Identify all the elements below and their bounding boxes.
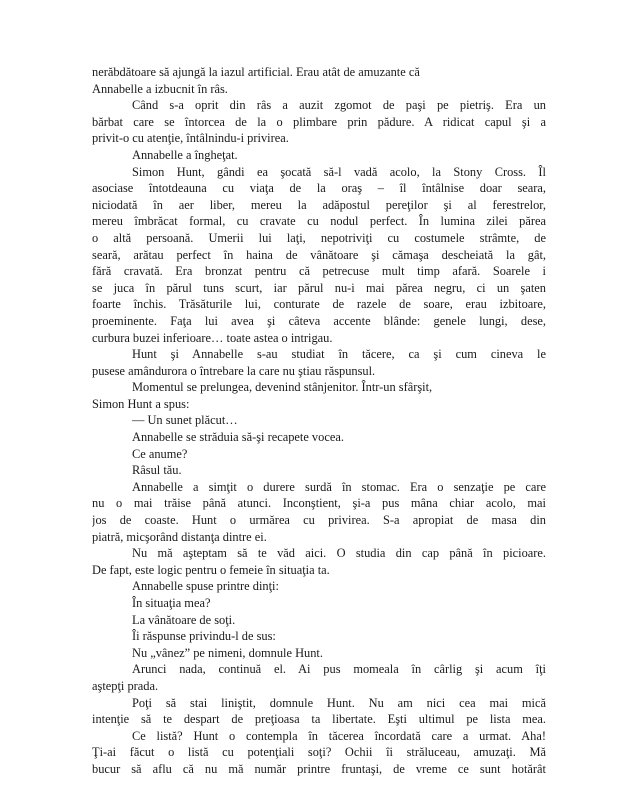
text-line: privit-o cu atenţie, întâlnindu-i privirea.: [92, 131, 289, 146]
text-line: nu o mai trăise până atunci. Inconştient, şi-a pus mâna chiar acolo, mai: [92, 496, 546, 511]
text-line: În situaţia mea?: [132, 596, 211, 610]
text-line: Hunt şi Annabelle s-au studiat în tăcere, ca şi cum cineva le: [132, 347, 546, 362]
text-line: intenţie să te despart de preţioasa ta libertate. Eşti ultimul pe lista mea.: [92, 712, 546, 727]
text-line: piatră, micşorând distanţa dintre ei.: [92, 529, 267, 544]
text-line: Simon Hunt, gândi ea şocată să-l vadă acolo, la Stony Cross. Îl: [132, 164, 546, 179]
text-line: seară, arătau perfect în haina de vânătoare şi cămaşa descheiată la gât,: [92, 247, 546, 262]
text-line: Ce anume?: [132, 446, 188, 461]
text-line: Ţi-ai făcut o listă cu potenţiali soţi? Ochii îi străluceau, amuzaţi. Mă: [92, 745, 546, 760]
text-line: pusese amândurora o întrebare la care nu ştiau răspunsul.: [92, 363, 376, 378]
text-line: Râsul tău.: [132, 463, 182, 478]
text-line: bărbat care se întorcea de la o plimbare prin pădure. A ridicat capul şi a: [92, 114, 546, 129]
text-line: Annabelle a izbucnit în râs.: [92, 81, 228, 96]
text-line: Annabelle a simţit o durere surdă în stomac. Era o senzaţie pe care: [132, 479, 546, 494]
text-line: mereu îmbrăcat formal, cu cravate cu nodul perfect. În lumina zilei părea: [92, 214, 546, 229]
text-line: Nu mă aşteptam să te văd aici. O studia din cap până în picioare.: [132, 546, 546, 561]
text-line: curbura buzei inferioare… toate astea o intrigau.: [92, 330, 333, 345]
text-line: se juca în părul tuns scurt, iar părul nu-i mai părea negru, ci un şaten: [92, 280, 546, 295]
text-line: jos de coaste. Hunt o urmărea cu privirea. S-a apropiat de masa din: [92, 513, 546, 528]
text-line: aştepţi prada.: [92, 678, 159, 693]
text-line: bucur să aflu că nu mă număr printre fruntaşi, de vreme ce sunt hotărât: [92, 761, 546, 776]
text-line: foarte închis. Trăsăturile lui, conturate de razele de soare, erau izbitoare,: [92, 297, 546, 312]
text-line: La vânătoare de soţi.: [132, 612, 236, 627]
document-text: [92, 64, 546, 778]
text-line: Nu „vânez” pe nimeni, domnule Hunt.: [132, 645, 323, 660]
text-line: Annabelle a îngheţat.: [132, 147, 238, 162]
text-line: Îi răspunse privindu-l de sus:: [132, 629, 276, 644]
text-line: Momentul se prelungea, devenind stânjenitor. Într-un sfârşit,: [132, 380, 433, 395]
text-line: asociase întotdeauna cu viaţa de la oraş – îl întâlnise doar seara,: [92, 181, 546, 196]
text-line: fără cravată. Era bronzat pentru că petrecuse mult timp afară. Soarele i: [92, 264, 546, 279]
text-line: Ce listă? Hunt o contempla în tăcerea încordată care a urmat. Aha!: [132, 728, 546, 743]
text-line: niciodată în aer liber, mereu la adăpostul pereţilor şi al ferestrelor,: [92, 197, 546, 212]
text-line: Annabelle spuse printre dinţi:: [132, 579, 279, 594]
text-line: Arunci nada, continuă el. Ai pus momeala în cârlig şi acum îţi: [132, 662, 546, 677]
text-line: proeminente. Faţa lui avea şi câteva accente blânde: genele lungi, dese,: [92, 313, 546, 328]
text-line: — Un sunet plăcut…: [132, 413, 238, 428]
text-line: De fapt, este logic pentru o femeie în situaţia ta.: [92, 562, 330, 577]
text-line: o altă persoană. Umerii lui laţi, nepotriviţi cu costumele strâmte, de: [92, 230, 546, 245]
text-line: Simon Hunt a spus:: [92, 396, 190, 411]
text-line: Annabelle se străduia să-şi recapete vocea.: [132, 430, 344, 445]
text-line: nerăbdătoare să ajungă la iazul artificial. Erau atât de amuzante că: [92, 65, 420, 79]
text-line: Când s-a oprit din râs a auzit zgomot de paşi pe pietriş. Era un: [132, 98, 546, 113]
text-line: Poţi să stai liniştit, domnule Hunt. Nu am nici cea mai mică: [132, 695, 546, 710]
